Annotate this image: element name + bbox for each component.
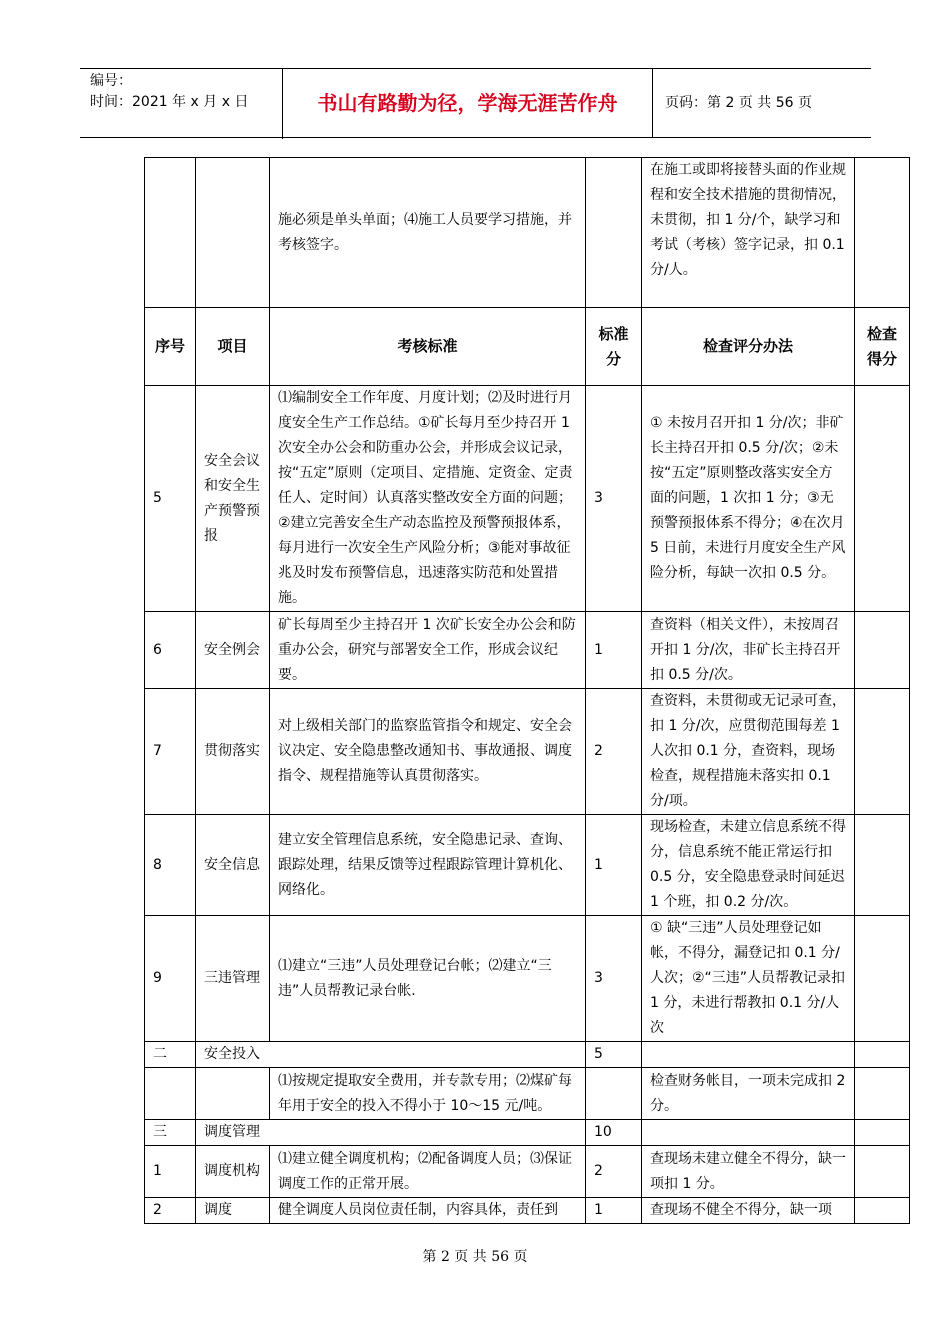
cell-no: 1 xyxy=(145,1146,196,1198)
cell-empty xyxy=(196,158,270,308)
cell-standard: 施必须是单头单面；⑷施工人员要学习措施，并考核签字。 xyxy=(270,158,586,308)
table-row xyxy=(145,1146,910,1198)
cell-result xyxy=(855,689,910,815)
table-row xyxy=(145,612,910,689)
column-header-standard: 考核标准 xyxy=(270,308,586,386)
cell-standard: 建立安全管理信息系统，安全隐患记录、查询、跟踪处理，结果反馈等过程跟踪管理计算机化、网络化。 xyxy=(270,815,586,916)
cell-result xyxy=(855,1068,910,1120)
cell-result xyxy=(855,612,910,689)
cell-score: 2 xyxy=(586,1146,642,1198)
page-footer: 第 2 页 共 56 页 xyxy=(422,1249,528,1265)
table-row xyxy=(145,1068,910,1120)
section-title: 调度管理 xyxy=(196,1120,586,1146)
header-meta xyxy=(80,69,283,139)
section-row xyxy=(145,1120,910,1146)
cell-standard: 健全调度人员岗位责任制，内容具体，责任到 xyxy=(270,1198,586,1224)
section-no: 二 xyxy=(145,1042,196,1068)
cell-empty xyxy=(196,1068,270,1120)
cell-item: 安全信息 xyxy=(196,815,270,916)
cell-standard: 对上级相关部门的监察监管指令和规定、安全会议决定、安全隐患整改通知书、事故通报、调度指令、规程措施等认真贯彻落实。 xyxy=(270,689,586,815)
cell-method: 现场检查，未建立信息系统不得分，信息系统不能正常运行扣 0.5 分，安全隐患登录时间延迟 1 个班，扣 0.2 分/次。 xyxy=(642,815,855,916)
cell-result xyxy=(855,386,910,612)
cell-score: 1 xyxy=(586,612,642,689)
cell-item: 调度机构 xyxy=(196,1146,270,1198)
cell-no: 6 xyxy=(145,612,196,689)
cell-result xyxy=(855,1146,910,1198)
cell-standard: 矿长每周至少主持召开 1 次矿长安全办公会和防重办公会，研究与部署安全工作，形成会议纪要。 xyxy=(270,612,586,689)
table-row xyxy=(145,815,910,916)
table-row xyxy=(145,1198,910,1224)
section-no: 三 xyxy=(145,1120,196,1146)
cell-empty xyxy=(145,1068,196,1120)
cell-method: 查现场未建立健全不得分，缺一项扣 1 分。 xyxy=(642,1146,855,1198)
cell-standard: ⑴编制安全工作年度、月度计划；⑵及时进行月度安全生产工作总结。①矿长每月至少持召开 1 次安全办公会和防重办公会，并形成会议记录，按“五定”原则（定项目、定措施、定资金、定责任人、定时间）认真落实整改安全方面的问题；②建立完善安全生产动态监控及预警预报体系，每月进行一次安全生产风险分析；③能对事故征兆及时发布预警信息，迅速落实防范和处置措施。 xyxy=(270,386,586,612)
cell-standard: ⑴按规定提取安全费用，并专款专用；⑵煤矿每年用于安全的投入不得小于 10～15 元/吨。 xyxy=(270,1068,586,1120)
cell-empty xyxy=(642,1042,855,1068)
document-number-label: 编号： xyxy=(90,73,132,89)
cell-item: 安全会议和安全生产预警预报 xyxy=(196,386,270,612)
page-header xyxy=(80,68,871,138)
section-score: 5 xyxy=(586,1042,642,1068)
column-header-score: 标准分 xyxy=(586,308,642,386)
header-page-number: 页码：第 2 页 共 56 页 xyxy=(665,95,812,111)
column-header-item: 项目 xyxy=(196,308,270,386)
table-row xyxy=(145,689,910,815)
cell-no: 9 xyxy=(145,916,196,1042)
cell-score: 3 xyxy=(586,386,642,612)
cell-result xyxy=(855,815,910,916)
cell-method: ① 未按月召开扣 1 分/次；非矿长主持召开扣 0.5 分/次；②未按“五定”原则整改落实安全方面的问题，1 次扣 1 分；③无预警预报体系不得分；④在次月 5 日前，未进行月度安全生产风险分析，每缺一次扣 0.5 分。 xyxy=(642,386,855,612)
cell-method: 检查财务帐目，一项未完成扣 2 分。 xyxy=(642,1068,855,1120)
cell-item: 三违管理 xyxy=(196,916,270,1042)
cell-score: 1 xyxy=(586,815,642,916)
cell-empty xyxy=(145,158,196,308)
cell-empty xyxy=(855,158,910,308)
column-header-result: 检查得分 xyxy=(855,308,910,386)
document-date-label: 时间：2021 年 x 月 x 日 xyxy=(90,94,249,110)
cell-method: 查资料（相关文件），未按周召开扣 1 分/次，非矿长主持召开扣 0.5 分/次。 xyxy=(642,612,855,689)
cell-item: 调度 xyxy=(196,1198,270,1224)
cell-method: 在施工或即将接替头面的作业规程和安全技术措施的贯彻情况，未贯彻，扣 1 分/个，缺学习和考试（考核）签字记录，扣 0.1 分/人。 xyxy=(642,158,855,308)
cell-method: ① 缺“三违”人员处理登记如帐，不得分，漏登记扣 0.1 分/人次；②“三违”人员帮教记录扣 1 分，未进行帮教扣 0.1 分/人次 xyxy=(642,916,855,1042)
header-motto: 书山有路勤为径，学海无涯苦作舟 xyxy=(283,69,653,137)
cell-result xyxy=(855,916,910,1042)
section-row xyxy=(145,1042,910,1068)
section-score: 10 xyxy=(586,1120,642,1146)
cell-score: 1 xyxy=(586,1198,642,1224)
cell-no: 2 xyxy=(145,1198,196,1224)
section-title: 安全投入 xyxy=(196,1042,586,1068)
assessment-table xyxy=(144,157,910,1224)
cell-result xyxy=(855,1198,910,1224)
table-row xyxy=(145,916,910,1042)
cell-score: 3 xyxy=(586,916,642,1042)
cell-item: 贯彻落实 xyxy=(196,689,270,815)
table-row xyxy=(145,386,910,612)
cell-standard: ⑴建立健全调度机构；⑵配备调度人员；⑶保证调度工作的正常开展。 xyxy=(270,1146,586,1198)
cell-empty xyxy=(855,1042,910,1068)
cell-empty xyxy=(586,158,642,308)
cell-empty xyxy=(855,1120,910,1146)
table-row-continuation xyxy=(145,158,910,308)
cell-item: 安全例会 xyxy=(196,612,270,689)
cell-method: 查现场不健全不得分，缺一项 xyxy=(642,1198,855,1224)
table-header-row xyxy=(145,308,910,386)
column-header-no: 序号 xyxy=(145,308,196,386)
cell-standard: ⑴建立“三违”人员处理登记台帐；⑵建立“三违”人员帮教记录台帐. xyxy=(270,916,586,1042)
cell-empty xyxy=(586,1068,642,1120)
cell-no: 5 xyxy=(145,386,196,612)
cell-score: 2 xyxy=(586,689,642,815)
cell-method: 查资料，未贯彻或无记录可查，扣 1 分/次，应贯彻范围每差 1 人次扣 0.1 分，查资料，现场检查，规程措施未落实扣 0.1 分/项。 xyxy=(642,689,855,815)
column-header-method: 检查评分办法 xyxy=(642,308,855,386)
cell-empty xyxy=(642,1120,855,1146)
cell-no: 8 xyxy=(145,815,196,916)
cell-no: 7 xyxy=(145,689,196,815)
